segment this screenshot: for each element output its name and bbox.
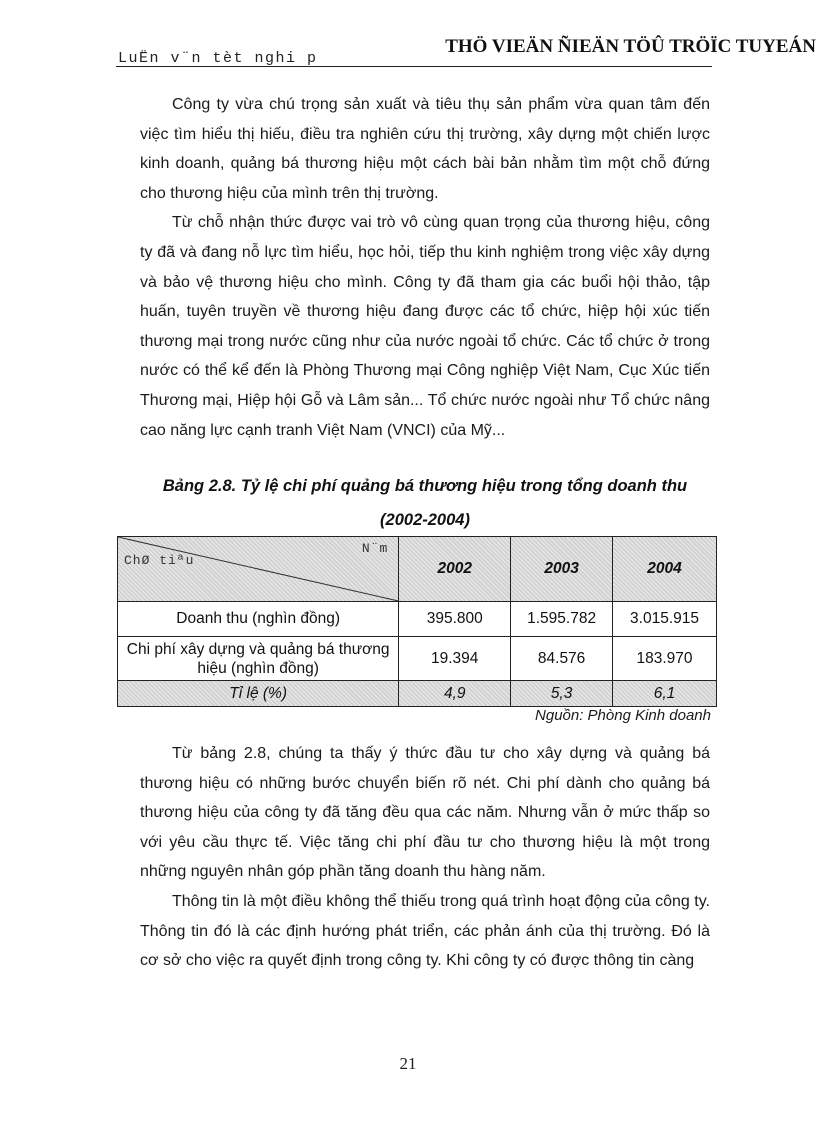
table-cell: 4,9 [399, 681, 511, 707]
table-cell: 395.800 [399, 602, 511, 637]
table-cell: 84.576 [511, 637, 613, 681]
body-text-bottom [140, 739, 710, 976]
paragraph: Công ty vừa chú trọng sản xuất và tiêu thụ sản phẩm vừa quan tâm đến việc tìm hiểu thị hiếu, điều tra nghiên cứu thị trường, xây dựng một chiến lược kinh doanh, quảng bá thương hiệu một cách bài bản nhằm tìm một chỗ đứng cho thương hiệu của mình trên thị trường. [140, 96, 710, 202]
row-label: Tỉ lệ (%) [118, 681, 399, 707]
header-divider [116, 66, 712, 67]
table-row [118, 602, 717, 637]
table-caption-title: Bảng 2.8. Tỷ lệ chi phí quảng bá thương hiệu trong tổng doanh thu [162, 477, 688, 495]
table-year-cell: 2002 [399, 537, 511, 602]
header-right-text: THÖ VIEÄN ÑIEÄN TÖÛ TRÖÏC TUYEÁN [445, 36, 816, 57]
table-cell: 6,1 [613, 681, 717, 707]
paragraph: Thông tin là một điều không thể thiếu trong quá trình hoạt động của công ty. Thông tin đó là các định hướng phát triển, các phản ánh của thị trường. Đó là cơ sở cho việc ra quyết định trong công ty. Khi công ty có được thông tin càng [140, 892, 710, 970]
row-label: Doanh thu (nghìn đồng) [118, 602, 399, 637]
data-table [117, 536, 717, 707]
table-cell: 5,3 [511, 681, 613, 707]
table-cell: 3.015.915 [613, 602, 717, 637]
table-cell: 1.595.782 [511, 602, 613, 637]
table-cell: 19.394 [399, 637, 511, 681]
corner-year-label: N¨m [361, 541, 389, 556]
table-source: Nguồn: Phòng Kinh doanh [535, 707, 711, 724]
row-label: Chi phí xây dựng và quảng bá thương hiệu (nghìn đồng) [118, 637, 399, 681]
table-year-cell: 2003 [511, 537, 613, 602]
table-caption-years: (2002-2004) [380, 511, 470, 529]
paragraph: Từ chỗ nhận thức được vai trò vô cùng quan trọng của thương hiệu, công ty đã và đang nỗ lực tìm hiểu, học hỏi, tiếp thu kinh nghiệm trong việc xây dựng và bảo vệ thương hiệu cho mình. Công ty đã tham gia các buổi hội thảo, tập huấn, tuyên truyền về thương hiệu đang được các tổ chức, hiệp hội xúc tiến thương mại trong nước cũng như của nước ngoài tổ chức. Các tổ chức ở trong nước có thể kể đến là Phòng Thương mại Công nghiệp Việt Nam, Cục Xúc tiến Thương mại, Hiệp hội Gỗ và Lâm sản... Tổ chức nước ngoài như Tổ chức nâng cao năng lực cạnh tranh Việt Nam (VNCI) của Mỹ... [140, 214, 710, 439]
table-row [118, 637, 717, 681]
page-number: 21 [399, 1054, 417, 1073]
diagonal-line [118, 537, 398, 601]
table-corner-cell [118, 537, 399, 602]
table-header-row [118, 537, 717, 602]
paragraph: Từ bảng 2.8, chúng ta thấy ý thức đầu tư cho xây dựng và quảng bá thương hiệu có những bước chuyển biến rõ nét. Chi phí dành cho quảng bá thương hiệu của công ty đã tăng đều qua các năm. Nhưng vẫn ở mức thấp so với yêu cầu thực tế. Việc tăng chi phí đầu tư cho thương hiệu là một trong những nguyên nhân góp phần tăng doanh thu hàng năm. [140, 745, 710, 881]
table-year-cell: 2004 [613, 537, 717, 602]
table-cell: 183.970 [613, 637, 717, 681]
corner-metric-label: ChØ tiªu [124, 553, 195, 568]
table-caption [140, 469, 710, 537]
header-left-text: LuËn v¨n tèt nghi p [118, 50, 318, 67]
body-text-top [140, 90, 710, 445]
table-row [118, 681, 717, 707]
